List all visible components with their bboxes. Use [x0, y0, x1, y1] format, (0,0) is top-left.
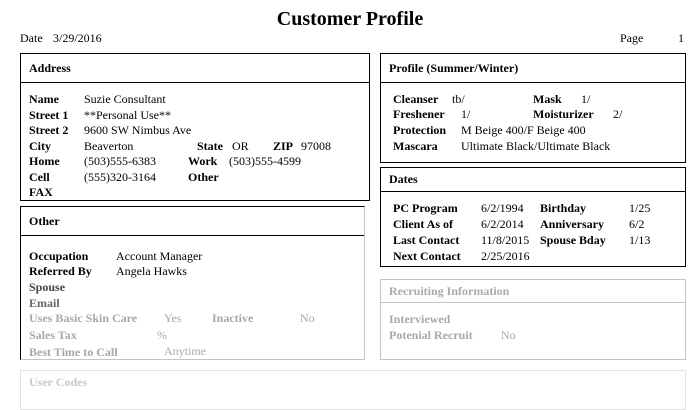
dates-heading: Dates [381, 168, 685, 192]
sales-tax-label: Sales Tax [29, 328, 77, 342]
next-contact-value: 2/25/2016 [481, 249, 530, 263]
inactive-label: Inactive [212, 311, 254, 325]
protection-label: Protection [393, 123, 447, 137]
page-title: Customer Profile [276, 8, 424, 30]
other-section [20, 206, 365, 360]
date-label: Date [20, 31, 43, 45]
profile-section [380, 53, 686, 163]
occupation-value: Account Manager [116, 249, 203, 263]
city-label: City [29, 139, 51, 153]
recruiting-heading: Recruiting Information [381, 280, 685, 303]
street1-label: Street 1 [29, 108, 69, 122]
birthday-label: Birthday [540, 201, 587, 215]
other-phone-label: Other [188, 170, 219, 184]
dates-section [380, 167, 686, 267]
spouse-bday-value: 1/13 [629, 233, 651, 247]
user-codes-heading: User Codes [29, 375, 88, 389]
birthday-value: 1/25 [629, 201, 651, 215]
basic-skin-care-value: Yes [164, 311, 182, 325]
potential-recruit-label: Potenial Recruit [389, 328, 473, 342]
protection-value: M Beige 400/F Beige 400 [461, 123, 586, 137]
sales-tax-value: % [157, 328, 167, 342]
recruiting-section [380, 279, 686, 360]
basic-skin-care-label: Uses Basic Skin Care [29, 311, 138, 325]
inactive-value: No [300, 311, 315, 325]
street2-value: 9600 SW Nimbus Ave [84, 123, 192, 137]
work-label: Work [188, 154, 218, 168]
state-label: State [197, 139, 223, 153]
next-contact-label: Next Contact [393, 249, 461, 263]
anniversary-value: 6/2 [629, 217, 645, 231]
anniversary-label: Anniversary [540, 217, 604, 231]
name-value: Suzie Consultant [84, 92, 166, 106]
profile-heading: Profile (Summer/Winter) [381, 54, 685, 83]
address-section [20, 53, 370, 201]
zip-label: ZIP [273, 139, 294, 153]
mascara-value: Ultimate Black/Ultimate Black [461, 139, 611, 153]
home-value: (503)555-6383 [84, 154, 156, 168]
zip-value: 97008 [301, 139, 331, 153]
street2-label: Street 2 [29, 123, 69, 137]
name-label: Name [29, 92, 59, 106]
street1-value: **Personal Use** [84, 108, 171, 122]
best-time-label: Best Time to Call [29, 345, 118, 359]
mask-label: Mask [533, 92, 562, 106]
date-value: 3/29/2016 [53, 31, 102, 45]
referred-by-value: Angela Hawks [116, 264, 187, 278]
city-value: Beaverton [84, 139, 134, 153]
email-label: Email [29, 296, 60, 310]
page-number: 1 [678, 31, 684, 45]
cell-value: (555)320-3164 [84, 170, 156, 184]
client-as-of-value: 6/2/2014 [481, 217, 524, 231]
best-time-value: Anytime [164, 344, 206, 358]
spouse-bday-label: Spouse Bday [540, 233, 606, 247]
home-label: Home [29, 154, 60, 168]
pc-program-value: 6/2/1994 [481, 201, 524, 215]
pc-program-label: PC Program [393, 201, 458, 215]
potential-recruit-value: No [501, 328, 516, 342]
interviewed-label: Interviewed [389, 312, 451, 326]
client-as-of-label: Client As of [393, 217, 453, 231]
mascara-label: Mascara [393, 139, 438, 153]
page-label: Page [620, 31, 644, 45]
moisturizer-label: Moisturizer [533, 107, 594, 121]
last-contact-label: Last Contact [393, 233, 460, 247]
spouse-label: Spouse [29, 280, 66, 294]
mask-value: 1/ [581, 92, 591, 106]
cell-label: Cell [29, 170, 50, 184]
moisturizer-value: 2/ [613, 107, 623, 121]
work-value: (503)555-4599 [229, 154, 301, 168]
referred-by-label: Referred By [29, 264, 92, 278]
other-heading: Other [21, 207, 364, 236]
address-heading: Address [21, 54, 369, 83]
state-value: OR [232, 139, 249, 153]
user-codes-section [20, 370, 686, 410]
cleanser-value: tb/ [452, 92, 465, 106]
last-contact-value: 11/8/2015 [481, 233, 530, 247]
cleanser-label: Cleanser [393, 92, 439, 106]
occupation-label: Occupation [29, 249, 89, 263]
freshener-value: 1/ [461, 107, 471, 121]
freshener-label: Freshener [393, 107, 445, 121]
fax-label: FAX [29, 185, 53, 199]
